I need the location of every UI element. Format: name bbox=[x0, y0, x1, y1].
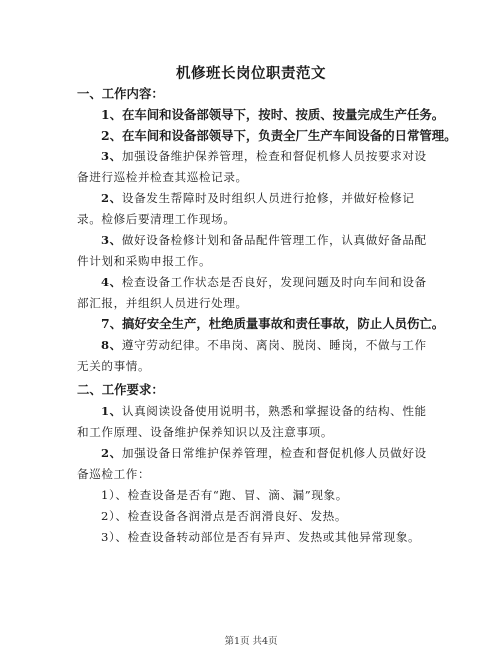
item-text: 加强设备日常维护保养管理，检查和督促机修人员做好设备巡检工作： bbox=[77, 445, 427, 481]
list-item bbox=[77, 314, 445, 335]
item-text: 在车间和设备部领导下，按时、按质、按量完成生产任务。 bbox=[122, 106, 445, 122]
item-number: 7、 bbox=[101, 316, 123, 332]
item-text: 认真阅读设备使用说明书，熟悉和掌握设备的结构、性能和工作原理、设备维护保养知识以及注意事项。 bbox=[77, 403, 427, 439]
section-heading-work-content: 一、工作内容： bbox=[77, 86, 164, 101]
item-number: 2、 bbox=[101, 191, 122, 206]
item-number: 1、 bbox=[101, 403, 122, 418]
item-number: 2、 bbox=[101, 445, 122, 460]
list-item bbox=[77, 230, 433, 272]
list-item bbox=[77, 188, 433, 230]
item-number: 8、 bbox=[101, 338, 122, 353]
document-body bbox=[77, 84, 457, 548]
list-item bbox=[77, 335, 433, 377]
item-number: 3、 bbox=[101, 149, 122, 164]
document-title: 机修班长岗位职责范文 bbox=[176, 65, 326, 82]
item-text: 检查设备工作状态是否良好，发现问题及时向车间和设备部汇报，并组织人员进行处理。 bbox=[77, 275, 427, 311]
item-number: 2、 bbox=[101, 127, 123, 143]
list-item bbox=[77, 401, 433, 443]
item-number: 1、 bbox=[101, 106, 123, 122]
page-number-footer: 第1页 共4页 bbox=[224, 636, 278, 647]
sub-list-item: 2）、检查设备各润滑点是否润滑良好、发热。 bbox=[101, 508, 348, 523]
item-text: 加强设备维护保养管理，检查和督促机修人员按要求对设备进行巡检并检查其巡检记录。 bbox=[77, 149, 427, 185]
sub-list-item: 1）、检查设备是否有“跑、冒、滴、漏”现象。 bbox=[101, 487, 348, 502]
sub-list-item: 3）、检查设备转动部位是否有异声、发热或其他异常现象。 bbox=[101, 529, 421, 544]
item-text: 在车间和设备部领导下，负责全厂生产车间设备的日常管理。 bbox=[122, 127, 457, 143]
item-number: 4、 bbox=[101, 275, 122, 290]
item-text: 遵守劳动纪律。不串岗、离岗、脱岗、睡岗，不做与工作无关的事情。 bbox=[77, 338, 427, 374]
section-heading-work-requirements: 二、工作要求： bbox=[77, 382, 164, 398]
item-text: 搞好安全生产，杜绝质量事故和责任事故，防止人员伤亡。 bbox=[122, 316, 445, 332]
item-text: 设备发生帮障时及时组织人员进行抢修，并做好检修记录。检修后要清理工作现场。 bbox=[77, 191, 415, 227]
item-number: 3、 bbox=[101, 233, 122, 248]
list-item bbox=[77, 146, 433, 188]
item-text: 做好设备检修计划和备品配件管理工作，认真做好备品配件计划和采购申报工作。 bbox=[77, 233, 427, 269]
list-item bbox=[77, 126, 457, 147]
list-item bbox=[77, 105, 445, 126]
list-item bbox=[77, 272, 433, 314]
list-item bbox=[77, 443, 433, 485]
